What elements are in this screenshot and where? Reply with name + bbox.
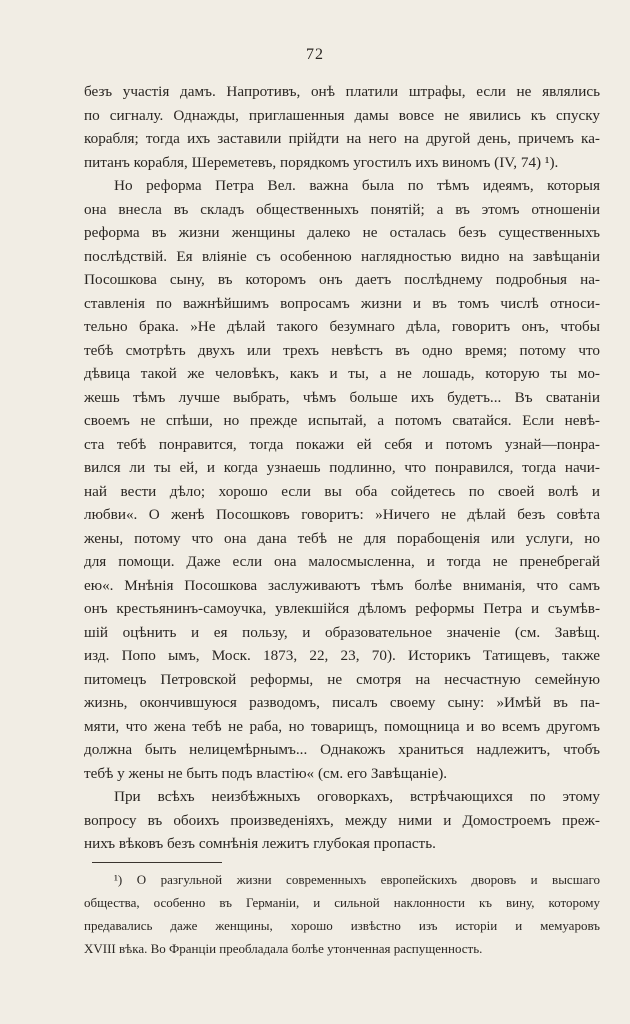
text-line: изд. Попо ымъ, Моск. 1873, 22, 23, 70). Историкъ Татищевъ, также [84, 647, 600, 664]
text-line: для помощи. Даже если она малосмысленна, и тогда не пренебрегай [84, 553, 600, 570]
text-line: жешь тѣмъ лучше выбрать, чѣмъ больше ихъ будетъ... Въ сватаніи [84, 388, 600, 406]
text-line: ста тебѣ понравится, тогда покажи ей себя и потомъ узнай—понра- [84, 435, 600, 453]
text-line: питомецъ Петровской реформы, не смотря на несчастную семейную [84, 670, 600, 688]
text-line: дѣвица такой же человѣкъ, какъ и ты, а не лошадь, которую ты мо- [84, 365, 600, 382]
text-line: она внесла въ складъ общественныхъ понятій; а въ этомъ отношеніи [84, 200, 600, 218]
text-line: своемъ не спѣши, но прежде испытай, а потомъ сватайся. Если невѣ- [84, 412, 600, 429]
text-line: реформа въ жизни женщины далеко не осталась безъ существенныхъ [84, 224, 600, 241]
text-line: нихъ вѣковъ безъ сомнѣнія лежитъ глубокая пропасть. [84, 835, 436, 852]
footnotes [84, 868, 600, 960]
text-line: шій оцѣнить и ея пользу, и образовательное значеніе (см. Завѣщ. [84, 623, 600, 641]
text-line: При всѣхъ неизбѣжныхъ оговоркахъ, встрѣчающихся по этому [114, 788, 600, 805]
text-line: жены, потому что она дана тебѣ не для порабощенія или услуги, но [84, 529, 600, 547]
text-line: тебѣ смотрѣть двухъ или трехъ невѣстъ въ одно время; потому что [84, 341, 600, 359]
footnote-divider [92, 862, 222, 863]
text-line: корабля; тогда ихъ заставили прійдти на него на другой день, причемъ ка- [84, 130, 600, 147]
text-line: най вести дѣло; хорошо если вы оба сойдетесь по своей волѣ и [84, 482, 600, 500]
text-line: мяти, что жена тебѣ не раба, но товарищъ, помощница и во всемъ другомъ [84, 717, 600, 735]
text-line: ею«. Мнѣнія Посошкова заслуживаютъ тѣмъ болѣе вниманія, что самъ [84, 576, 600, 594]
text-line: послѣдствій. Ея вліяніе съ особенною наглядностью видно на завѣщаніи [84, 247, 600, 265]
text-line: ставленія по важнѣйшимъ вопросамъ жизни и въ томъ числѣ относи- [84, 294, 600, 312]
text-line: вопросу въ обоихъ произведеніяхъ, между ними и Домостроемъ преж- [84, 811, 600, 829]
text-line: вился ли ты ей, и когда узнаешь подлинно, что понравился, тогда начи- [84, 459, 600, 476]
text-line: по сигналу. Однажды, приглашенныя дамы вовсе не явились къ спуску [84, 106, 600, 124]
text-line: любви«. О женѣ Посошковъ говоритъ: »Ничего не дѣлай безъ совѣта [84, 506, 600, 523]
text-line: тельно брака. »Не дѣлай такого безумнаго дѣла, говоритъ онъ, чтобы [84, 318, 600, 335]
text-line: безъ участія дамъ. Напротивъ, онѣ платили штрафы, если не являлись [84, 83, 600, 100]
text-line: Посошкова сыну, въ которомъ онъ даетъ послѣднему подробныя на- [84, 271, 600, 288]
text-line: онъ крестьянинъ-самоучка, увлекшійся дѣломъ реформы Петра и съумѣв- [84, 600, 600, 617]
footnote-line: предавались даже женщины, хорошо извѣстно изъ исторіи и мемуаровъ [84, 918, 600, 933]
page-number: 72 [306, 46, 324, 63]
footnote-line: ¹) О разгульной жизни современныхъ европейскихъ дворовъ и высшаго [114, 872, 600, 887]
body-text [84, 80, 600, 856]
text-line: тебѣ у жены не быть подъ властію« (см. его Завѣщаніе). [84, 764, 448, 782]
text-line: жизнь, окончившуюся разводомъ, писалъ своему сыну: »Имѣй въ па- [84, 694, 600, 711]
footnote-line: XVIII вѣка. Во Франціи преобладала болѣе утонченная распущенность. [84, 941, 483, 956]
text-line: должна быть нелицемѣрнымъ... Однакожъ храниться надлежитъ, чтобъ [84, 741, 600, 758]
footnote-line: общества, особенно въ Германіи, и сильной наклонности къ вину, которому [84, 895, 600, 910]
text-line: питанъ корабля, Шереметевъ, порядкомъ угостилъ ихъ виномъ (IV, 74) ¹). [84, 153, 559, 171]
text-line: Но реформа Петра Вел. важна была по тѣмъ идеямъ, которыя [114, 177, 600, 194]
